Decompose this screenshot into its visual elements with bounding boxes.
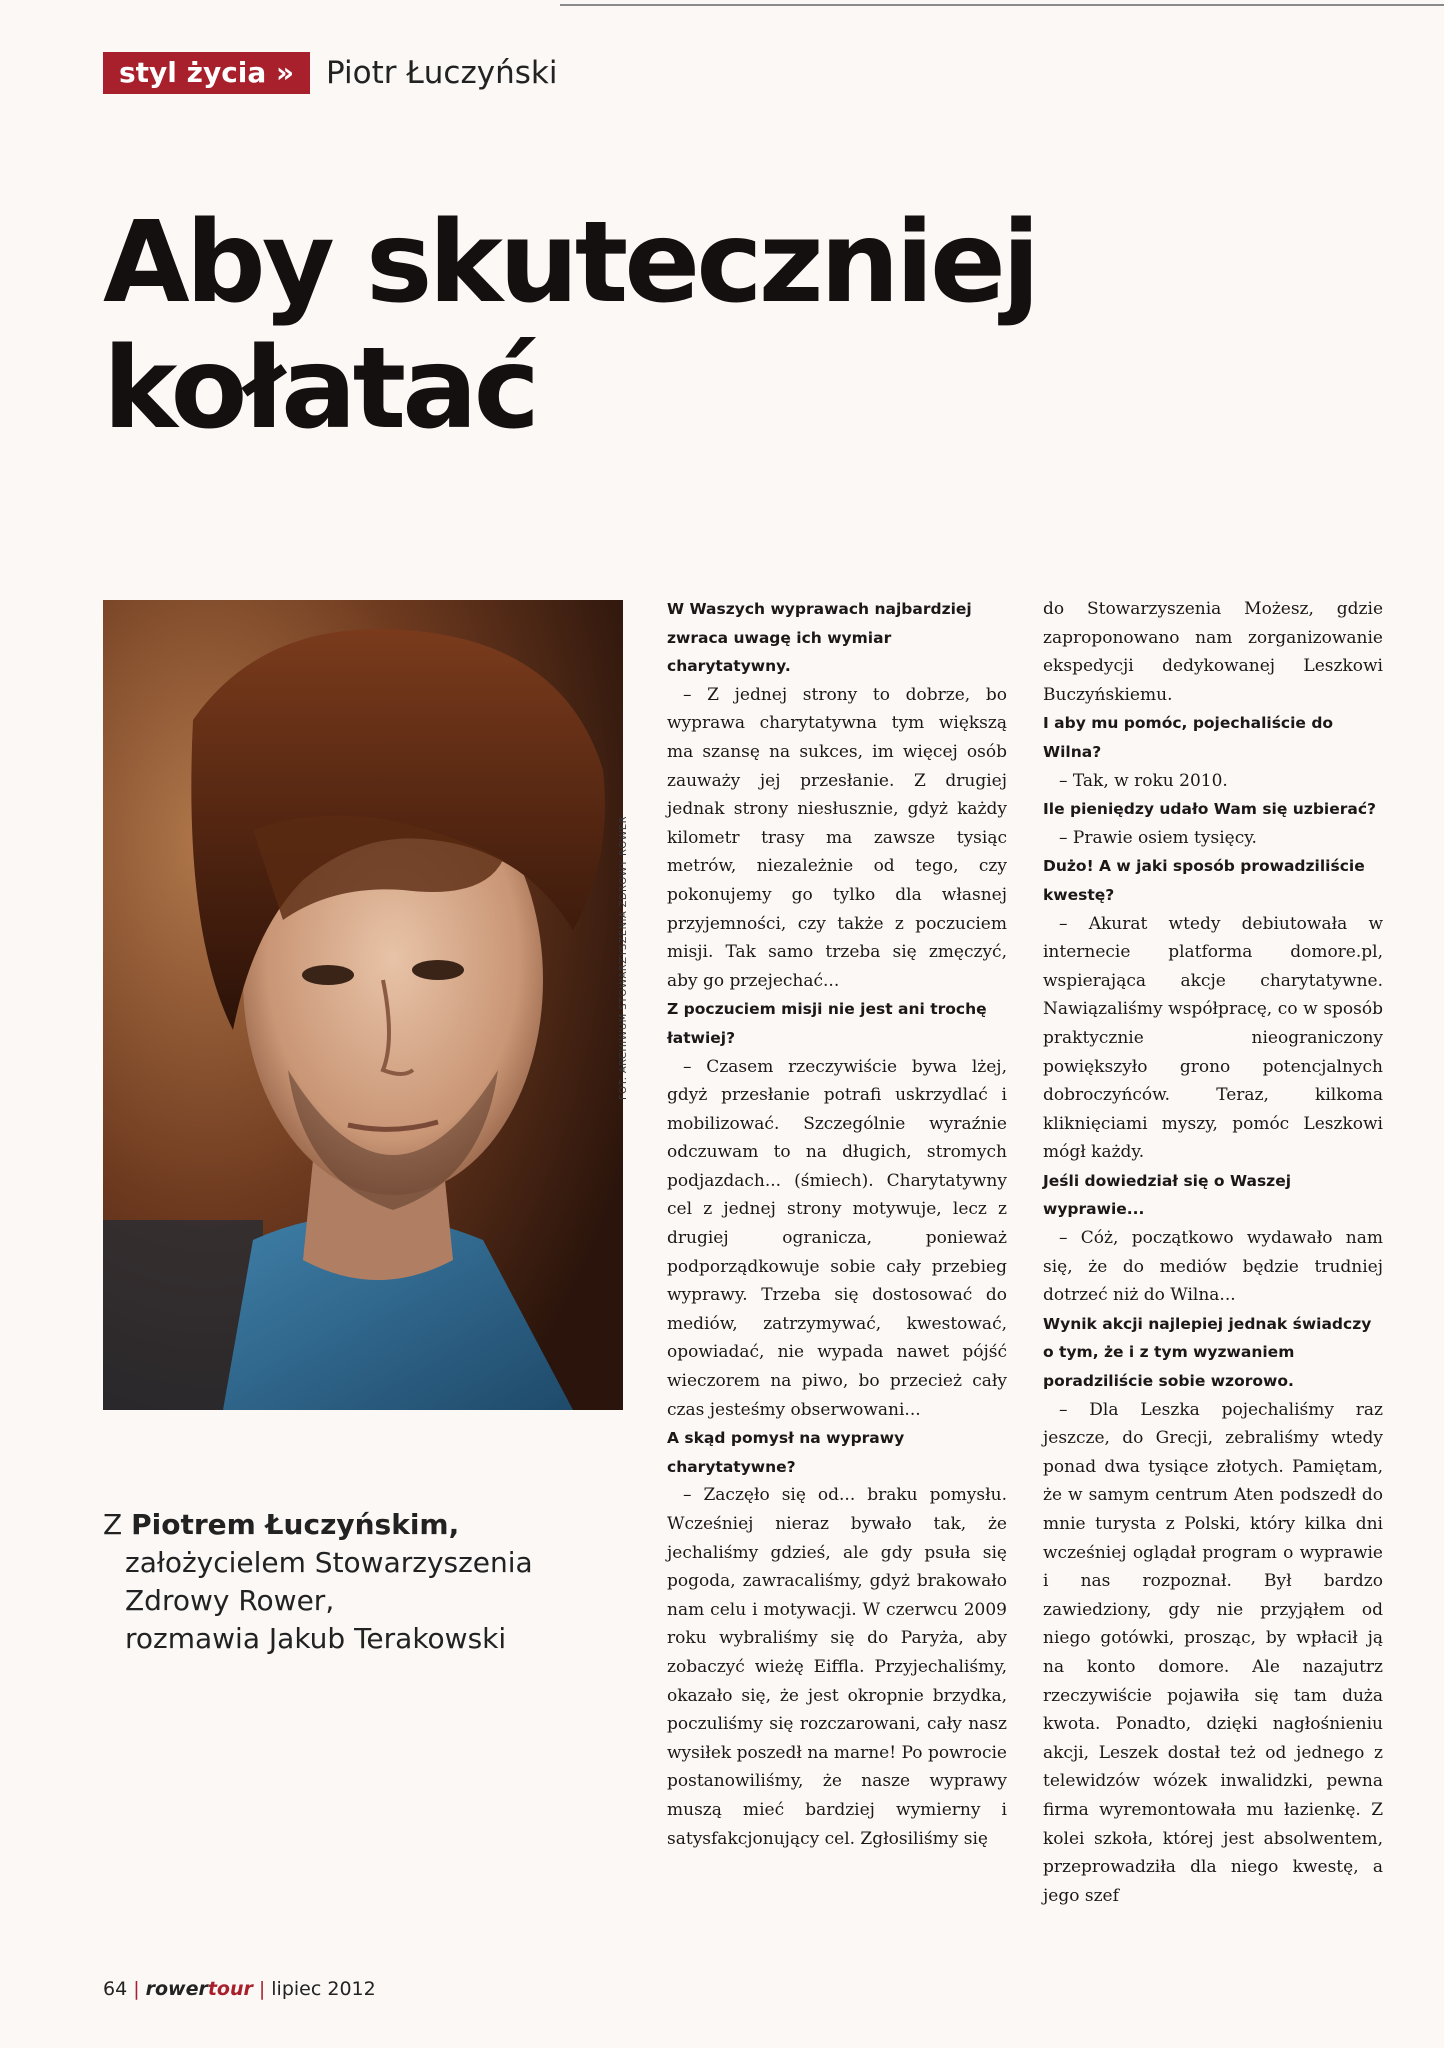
headline xyxy=(103,200,1363,452)
interview-question: I aby mu pomóc, pojechaliście do Wilna? xyxy=(1043,714,1334,761)
interview-question: Z poczuciem misji nie jest ani trochę łatwiej? xyxy=(667,1000,987,1047)
intro-line-4: rozmawia Jakub Terakowski xyxy=(125,1622,507,1655)
interview-answer: – Czasem rzeczywiście bywa lżej, gdyż przesłanie potrafi uskrzydlać i mobilizować. Szczególnie wyraźnie odczuwam to na długich, stromych podjazdach... (śmiech). Charytatywny cel z jednej strony motywuje, lecz z drugiej ogranicza, ponieważ podporządkowuje sobie cały przebieg wyprawy. Trzeba się dostosować do mediów, zatrzymywać, kwestować, opowiadać, nie wypada nawet pójść wieczorem na piwo, bo przecież cały czas jesteśmy obserwowani... xyxy=(667,1056,1007,1420)
magazine-name-part: tour xyxy=(207,1978,253,2000)
interviewee-name: Piotrem Łuczyńskim, xyxy=(131,1508,460,1541)
interview-answer: – Prawie osiem tysięcy. xyxy=(1059,827,1257,848)
magazine-name-part: rower xyxy=(145,1978,208,2000)
intro-line-2: założycielem Stowarzyszenia xyxy=(125,1546,533,1579)
article-column-2 xyxy=(1043,595,1383,1910)
intro-prefix: Z xyxy=(103,1508,132,1541)
interview-intro xyxy=(103,1506,623,1658)
interview-answer: – Zaczęło się od... braku pomysłu. Wcześniej nieraz bywało tak, że jechaliśmy gdzieś, ale gdy psuła się pogoda, zawracaliśmy, gdyż brakowało nam celu i motywacji. W czerwcu 2009 roku wybraliśmy się do Paryża, aby zobaczyć wieżę Eiffla. Przyjechaliśmy, okazało się, że jest okropnie brzydka, poczuliśmy się rozczarowani, cały nasz wysiłek poszedł na marne! Po powrocie postanowiliśmy, że nasze wyprawy muszą mieć bardziej wymierny i satysfakcjonujący cel. Zgłosiliśmy się xyxy=(667,1485,1007,1849)
section-tag: styl życia » xyxy=(103,52,310,94)
intro-line-3: Zdrowy Rower, xyxy=(125,1584,335,1617)
interview-question: W Waszych wyprawach najbardziej zwraca uwagę ich wymiar charytatywny. xyxy=(667,600,972,676)
interview-answer: – Tak, w roku 2010. xyxy=(1059,770,1228,791)
interview-question: Ile pieniędzy udało Wam się uzbierać? xyxy=(1043,800,1377,819)
interview-answer: – Cóż, początkowo wydawało nam się, że do mediów będzie trudniej dotrzeć niż do Wilna... xyxy=(1043,1228,1383,1306)
interview-question: A skąd pomysł na wyprawy charytatywne? xyxy=(667,1429,905,1476)
section-author: Piotr Łuczyński xyxy=(326,55,558,91)
intro-line-1 xyxy=(103,1506,623,1544)
page-footer: 64 | rowertour | lipiec 2012 xyxy=(103,1978,376,2000)
article-column-1 xyxy=(667,595,1007,1853)
portrait-illustration xyxy=(103,600,623,1410)
interview-question: Jeśli dowiedział się o Waszej wyprawie... xyxy=(1043,1171,1292,1219)
photo-credit: FOT. ARCHIWUM STOWARZYSZENIA ZDROWY ROWER xyxy=(618,816,629,1100)
interview-question: Wynik akcji najlepiej jednak świadczy o tym, że i z tym wyzwaniem poradziliście sobie wzorowo. xyxy=(1043,1314,1372,1391)
issue-date: lipiec 2012 xyxy=(271,1978,376,2000)
headline-line: Aby skuteczniej xyxy=(103,198,1037,328)
magazine-logo xyxy=(146,1978,253,2000)
top-rule xyxy=(560,4,1444,6)
headline-line: kołatać xyxy=(103,324,537,454)
interview-question: Dużo! A w jaki sposób prowadziliście kwestę? xyxy=(1043,857,1365,904)
portrait-photo xyxy=(103,600,623,1410)
interview-answer: – Dla Leszka pojechaliśmy raz jeszcze, do Grecji, zebraliśmy wtedy ponad dwa tysiące złotych. Pamiętam, że w samym centrum Aten podszedł do mnie turysta z Polski, który kilka dni wcześniej oglądał program o wyprawie i nas rozpoznał. Był bardzo zawiedziony, gdy nie przyjąłem od niego gotówki, prosząc, by wpłacił ją na konto domore. Ale nazajutrz rzeczywiście pojawiła się tam duża kwota. Ponadto, dzięki nagłośnieniu akcji, Leszek dostał też od jednego z telewidzów wózek inwalidzki, pewna firma wyremontowała mu łazienkę. Z kolei szkoła, której jest absolwentem, przeprowadziła dla niego kwestę, a jego szef xyxy=(1043,1399,1383,1906)
answer-continuation: do Stowarzyszenia Możesz, gdzie zaproponowano nam zorganizowanie ekspedycji dedykowanej Leszkowi Buczyńskiemu. xyxy=(1043,599,1383,705)
page-number: 64 xyxy=(103,1978,128,2000)
interview-answer: – Akurat wtedy debiutowała w internecie platforma domore.pl, wspierająca akcje charytatywne. Nawiązaliśmy współpracę, co w sposób praktycznie nieograniczony powiększyło grono potencjalnych dobroczyńców. Teraz, kilkoma kliknięciami myszy, pomóc Leszkowi mógł każdy. xyxy=(1043,913,1383,1163)
interview-answer: – Z jednej strony to dobrze, bo wyprawa charytatywna tym większą ma szansę na sukces, im więcej osób zauważy jej przesłanie. Z drugiej jednak strony niesłusznie, gdyż każdy kilometr trasy ma zawsze tysiąc metrów, niezależnie od tego, czy pokonujemy go tylko dla własnej przyjemności, czy także z poczuciem misji. Tak samo trzeba się zmęczyć, aby go przejechać... xyxy=(667,684,1007,991)
